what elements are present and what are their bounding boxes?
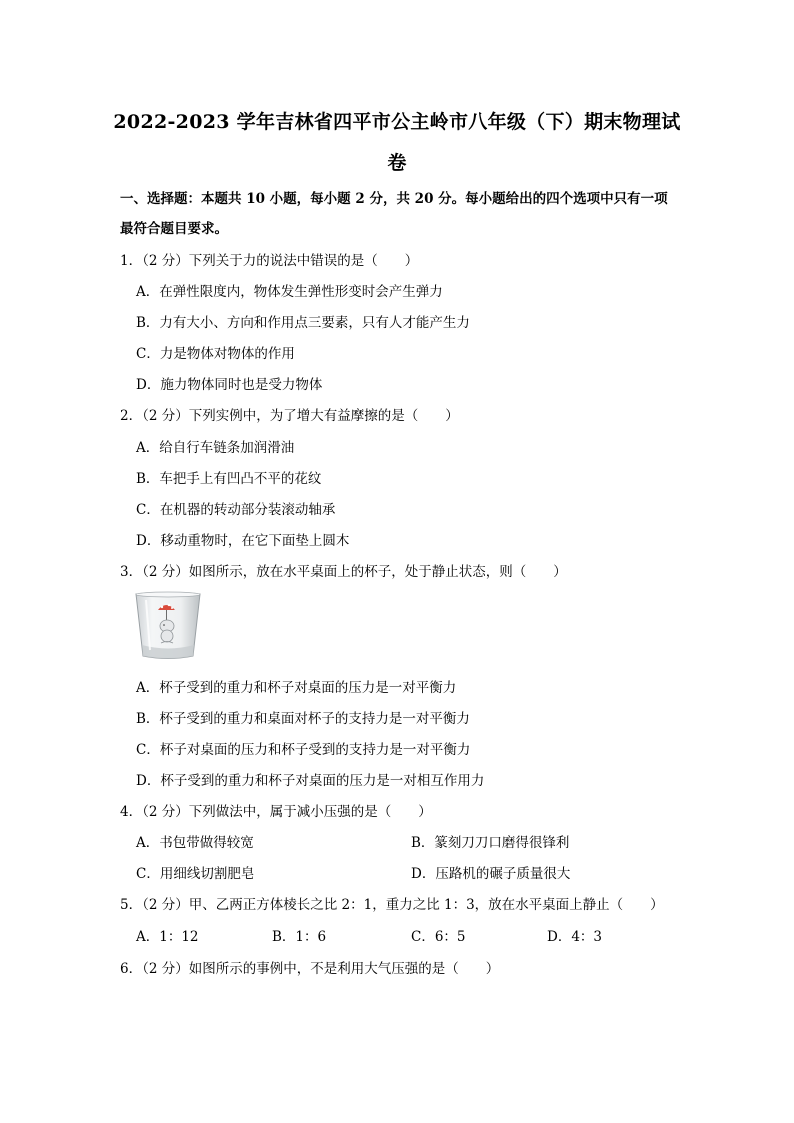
question-5-option-c: C．6：5 — [411, 929, 466, 945]
glass-cup-image — [133, 590, 203, 662]
question-3-option-b: B．杯子受到的重力和桌面对杯子的支持力是一对平衡力 — [136, 711, 470, 727]
document-title-line-1: 2022-2023 学年吉林省四平市公主岭市八年级（下）期末物理试 — [113, 111, 681, 133]
question-5-option-b: B．1：6 — [272, 929, 327, 945]
question-4-option-c: C．用细线切割肥皂 — [136, 866, 255, 882]
question-1-option-c: C．力是物体对物体的作用 — [136, 346, 295, 362]
question-1-stem: 1．（2 分）下列关于力的说法中错误的是（ ） — [120, 253, 419, 269]
question-2-option-c: C．在机器的转动部分装滚动轴承 — [136, 502, 336, 518]
question-5-option-a: A．1：12 — [136, 929, 199, 945]
question-2-option-a: A．给自行车链条加润滑油 — [136, 440, 295, 456]
section-heading-line-2: 最符合题目要求。 — [120, 221, 228, 237]
question-1-option-d: D．施力物体同时也是受力物体 — [136, 377, 323, 393]
question-4-option-d: D．压路机的碾子质量很大 — [411, 866, 571, 882]
question-4-stem: 4．（2 分）下列做法中，属于减小压强的是（ ） — [120, 804, 432, 820]
question-3-stem: 3．（2 分）如图所示，放在水平桌面上的杯子，处于静止状态，则（ ） — [120, 564, 567, 580]
question-5-option-d: D．4：3 — [547, 929, 603, 945]
question-2-stem: 2．（2 分）下列实例中，为了增大有益摩擦的是（ ） — [120, 408, 459, 424]
question-5-stem: 5．（2 分）甲、乙两正方体棱长之比 2：1，重力之比 1：3，放在水平桌面上静止（ ） — [120, 897, 664, 913]
document-title-line-2: 卷 — [387, 152, 407, 174]
question-4-option-b: B．篆刻刀刀口磨得很锋利 — [411, 835, 570, 851]
question-2-option-d: D．移动重物时，在它下面垫上圆木 — [136, 533, 350, 549]
question-3-option-a: A．杯子受到的重力和杯子对桌面的压力是一对平衡力 — [136, 680, 457, 696]
section-heading-line-1: 一、选择题：本题共 10 小题，每小题 2 分，共 20 分。每小题给出的四个选项中只有一项 — [120, 191, 668, 207]
question-1-option-a: A．在弹性限度内，物体发生弹性形变时会产生弹力 — [136, 284, 443, 300]
question-3-option-d: D．杯子受到的重力和杯子对桌面的压力是一对相互作用力 — [136, 773, 485, 789]
question-6-stem: 6．（2 分）如图所示的事例中，不是利用大气压强的是（ ） — [120, 961, 500, 977]
question-4-option-a: A．书包带做得较宽 — [136, 835, 254, 851]
question-3-option-c: C．杯子对桌面的压力和杯子受到的支持力是一对平衡力 — [136, 742, 471, 758]
question-1-option-b: B．力有大小、方向和作用点三要素，只有人才能产生力 — [136, 315, 470, 331]
question-2-option-b: B．车把手上有凹凸不平的花纹 — [136, 471, 322, 487]
